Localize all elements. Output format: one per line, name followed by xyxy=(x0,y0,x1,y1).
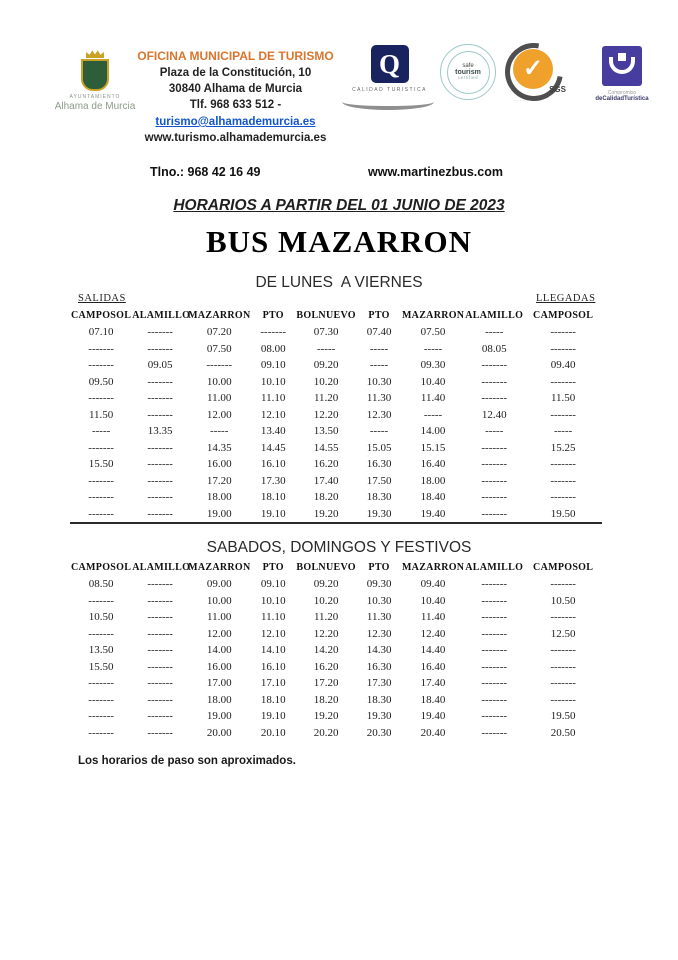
time-cell: ------- xyxy=(147,392,173,404)
calidad-turistica-badge xyxy=(342,45,437,110)
time-cell: ----- xyxy=(316,342,336,355)
time-cell: ------- xyxy=(147,408,173,421)
time-cell: 18.30 xyxy=(366,491,392,503)
time-cell: ------- xyxy=(88,491,114,503)
timetable-row xyxy=(70,593,602,610)
time-cell: ------- xyxy=(481,710,508,722)
time-cell: 07.50 xyxy=(420,326,446,338)
time-cell: 07.30 xyxy=(313,326,339,338)
time-cell: ------- xyxy=(550,611,576,623)
time-cell: 13.40 xyxy=(260,425,286,437)
timetable-row xyxy=(70,423,602,440)
time-cell: 07.40 xyxy=(366,326,392,338)
smile-dot xyxy=(618,53,626,61)
time-cell: 16.30 xyxy=(366,660,392,673)
time-cell: ------- xyxy=(550,342,576,355)
time-cell: 14.55 xyxy=(313,441,339,454)
time-cell: ----- xyxy=(485,425,504,437)
time-cell: 12.00 xyxy=(206,408,232,421)
sgs-dots: ····· xyxy=(514,98,529,104)
time-cell: ------- xyxy=(147,375,173,388)
timetable-row xyxy=(70,576,602,593)
time-cell: 17.50 xyxy=(366,474,392,487)
time-cell: 14.40 xyxy=(420,644,446,656)
time-cell: ------- xyxy=(481,578,508,590)
office-title: OFICINA MUNICIPAL DE TURISMO xyxy=(137,49,334,63)
safe-tourism-line1: safe xyxy=(462,62,474,69)
municipality-name-small: AYUNTAMIENTO xyxy=(69,94,121,100)
time-cell: ------- xyxy=(147,326,173,338)
time-cell: 09.40 xyxy=(550,359,576,371)
time-cell: 09.00 xyxy=(206,578,232,590)
time-cell: 13.50 xyxy=(313,425,339,437)
time-cell: 10.40 xyxy=(420,375,446,388)
column-header: ALAMILLO xyxy=(132,310,191,321)
time-cell: 17.40 xyxy=(420,677,446,689)
time-cell: ------- xyxy=(481,677,508,689)
timetable-row xyxy=(70,642,602,659)
time-cell: ------- xyxy=(481,644,508,656)
time-cell: 12.00 xyxy=(206,627,232,640)
time-cell: 17.30 xyxy=(260,474,286,487)
time-cell: 15.50 xyxy=(88,458,114,470)
time-cell: 14.10 xyxy=(260,644,286,656)
time-cell: ------- xyxy=(147,507,173,520)
time-cell: 09.20 xyxy=(313,578,339,590)
time-cell: 14.00 xyxy=(420,425,446,437)
time-cell: ------- xyxy=(481,660,508,673)
time-cell: ----- xyxy=(369,425,389,437)
q-quality-icon: Q xyxy=(371,45,409,83)
timetable-row xyxy=(70,692,602,709)
municipality-logo xyxy=(45,50,145,112)
time-cell: 11.00 xyxy=(207,392,232,404)
time-cell: ------- xyxy=(550,408,576,421)
time-cell: 10.40 xyxy=(420,594,446,607)
time-cell: 14.30 xyxy=(366,644,392,656)
sgs-certification-badge xyxy=(504,42,568,106)
time-cell: 11.50 xyxy=(550,392,576,404)
time-cell: 18.00 xyxy=(420,474,446,487)
time-cell: 16.20 xyxy=(313,660,339,673)
time-cell: ------- xyxy=(88,710,114,722)
time-cell: ------- xyxy=(550,578,576,590)
column-header: PTO xyxy=(262,310,284,321)
timetable-row xyxy=(70,456,602,473)
time-cell: 09.30 xyxy=(420,359,446,371)
time-cell: ------- xyxy=(147,677,173,689)
time-cell: ------- xyxy=(147,342,173,355)
time-cell: 19.00 xyxy=(206,710,232,722)
tourism-office-contact xyxy=(133,48,338,146)
time-cell: ------- xyxy=(88,474,114,487)
time-cell: 14.45 xyxy=(260,441,286,454)
compromiso-caption2: deCalidadTurística xyxy=(595,96,649,102)
time-cell: 16.20 xyxy=(313,458,339,470)
time-cell: ------- xyxy=(481,611,508,623)
time-cell: 12.30 xyxy=(366,627,392,640)
time-cell: ------- xyxy=(88,359,114,371)
time-cell: 19.40 xyxy=(420,710,446,722)
timetable-row xyxy=(70,341,602,358)
time-cell: 16.10 xyxy=(260,458,286,470)
time-cell: 13.50 xyxy=(88,644,114,656)
time-cell: ------- xyxy=(481,441,508,454)
time-cell: 11.40 xyxy=(420,392,446,404)
time-cell: ------- xyxy=(147,441,173,454)
time-cell: ----- xyxy=(485,326,504,338)
bus-company-website: www.martinezbus.com xyxy=(368,165,503,179)
time-cell: 15.05 xyxy=(366,441,392,454)
time-cell: ----- xyxy=(91,425,111,437)
time-cell: 10.30 xyxy=(366,594,392,607)
effective-date-notice: HORARIOS A PARTIR DEL 01 JUNIO DE 2023 xyxy=(173,197,505,214)
weekday-timetable xyxy=(70,310,602,524)
time-cell: 15.50 xyxy=(88,660,114,673)
timetable-row xyxy=(70,609,602,626)
time-cell: 12.30 xyxy=(366,408,392,421)
time-cell: 17.10 xyxy=(260,677,286,689)
time-cell: 18.00 xyxy=(206,491,232,503)
time-cell: 09.30 xyxy=(366,578,392,590)
time-cell: ------- xyxy=(550,644,576,656)
time-cell: ------- xyxy=(88,342,114,355)
time-cell: 19.30 xyxy=(366,507,392,520)
time-cell: ------- xyxy=(88,627,114,640)
time-cell: 09.50 xyxy=(88,375,114,388)
time-cell: ------- xyxy=(147,726,173,739)
time-cell: 16.00 xyxy=(206,660,232,673)
time-cell: 16.10 xyxy=(260,660,286,673)
time-cell: 15.15 xyxy=(420,441,446,454)
time-cell: ------- xyxy=(147,710,173,722)
time-cell: ------- xyxy=(88,507,114,520)
timetable-row xyxy=(70,725,602,742)
column-header: ALAMILLO xyxy=(465,562,524,573)
time-cell: 20.20 xyxy=(313,726,339,739)
time-cell: 12.50 xyxy=(550,627,576,640)
timetable-header-row xyxy=(70,310,602,324)
time-cell: 09.10 xyxy=(260,578,286,590)
time-cell: ------- xyxy=(481,594,508,607)
time-cell: ------- xyxy=(88,392,114,404)
column-header: MAZARRON xyxy=(188,310,251,321)
time-cell: ------- xyxy=(550,474,576,487)
time-cell: 14.00 xyxy=(206,644,232,656)
time-cell: 20.40 xyxy=(420,726,446,739)
time-cell: 19.10 xyxy=(260,507,286,520)
time-cell: ------- xyxy=(88,726,114,739)
time-cell: ----- xyxy=(369,359,389,371)
time-cell: 20.00 xyxy=(206,726,232,739)
time-cell: 18.40 xyxy=(420,693,446,706)
time-cell: ------- xyxy=(260,326,287,338)
time-cell: 09.10 xyxy=(260,359,286,371)
time-cell: 09.40 xyxy=(420,578,446,590)
time-cell: ------- xyxy=(147,594,173,607)
time-cell: 18.40 xyxy=(420,491,446,503)
column-header: MAZARRON xyxy=(401,310,465,321)
time-cell: ------- xyxy=(481,392,508,404)
time-cell: 10.00 xyxy=(206,375,232,388)
time-cell: 11.30 xyxy=(366,611,392,623)
column-header: MAZARRON xyxy=(188,562,251,573)
time-cell: 12.40 xyxy=(420,627,446,640)
time-cell: 11.40 xyxy=(420,611,446,623)
time-cell: 11.20 xyxy=(313,392,339,404)
time-cell: 10.10 xyxy=(260,375,286,388)
time-cell: 13.35 xyxy=(147,425,173,437)
column-header: ALAMILLO xyxy=(465,310,524,321)
time-cell: 16.00 xyxy=(206,458,232,470)
time-cell: 17.00 xyxy=(206,677,232,689)
time-cell: 16.40 xyxy=(420,458,446,470)
time-cell: ------- xyxy=(550,677,576,689)
column-header: PTO xyxy=(368,310,390,321)
weekend-section-heading: SABADOS, DOMINGOS Y FESTIVOS xyxy=(206,539,472,556)
time-cell: 10.20 xyxy=(313,375,339,388)
timetable-row xyxy=(70,357,602,374)
time-cell: 07.50 xyxy=(206,342,232,355)
timetable-row xyxy=(70,659,602,676)
column-header: PTO xyxy=(262,562,284,573)
compromiso-calidad-badge xyxy=(580,46,664,102)
municipality-name: Alhama de Murcia xyxy=(54,101,136,112)
time-cell: ------- xyxy=(88,677,114,689)
time-cell: ------- xyxy=(147,474,173,487)
time-cell: 19.50 xyxy=(550,507,576,520)
time-cell: 08.05 xyxy=(481,342,507,355)
time-cell: ------- xyxy=(481,627,508,640)
column-header: CAMPOSOL xyxy=(71,310,132,321)
time-cell: 12.20 xyxy=(313,627,339,640)
time-cell: 19.20 xyxy=(313,710,339,722)
time-cell: 19.40 xyxy=(420,507,446,520)
coat-of-arms-icon xyxy=(81,59,109,91)
column-header: CAMPOSOL xyxy=(71,562,132,573)
time-cell: 12.20 xyxy=(313,408,339,421)
time-cell: 11.10 xyxy=(261,611,286,623)
time-cell: ------- xyxy=(481,693,508,706)
llegadas-label: LLEGADAS xyxy=(536,293,596,304)
time-cell: ------- xyxy=(147,578,173,590)
weekend-timetable xyxy=(70,562,602,741)
time-cell: ------- xyxy=(550,326,576,338)
timetable-row xyxy=(70,473,602,490)
timetable-row xyxy=(70,675,602,692)
safe-tourism-line2: tourism xyxy=(455,69,481,77)
time-cell: 19.50 xyxy=(550,710,576,722)
time-cell: 18.20 xyxy=(313,693,339,706)
timetable-row xyxy=(70,390,602,407)
timetable-row xyxy=(70,506,602,524)
column-header: CAMPOSOL xyxy=(533,562,594,573)
column-header: BOLNUEVO xyxy=(296,562,356,573)
time-cell: ------- xyxy=(550,458,576,470)
time-cell: 09.05 xyxy=(147,359,173,371)
time-cell: ----- xyxy=(553,425,573,437)
office-phone: Tlf. 968 633 512 - xyxy=(189,99,282,111)
timetable-row xyxy=(70,489,602,506)
timetable-row xyxy=(70,708,602,725)
time-cell: 20.30 xyxy=(366,726,392,739)
time-cell: 16.40 xyxy=(420,660,446,673)
time-cell: 12.10 xyxy=(260,408,286,421)
time-cell: ----- xyxy=(210,425,229,437)
column-header: BOLNUEVO xyxy=(296,310,356,321)
time-cell: 18.10 xyxy=(260,491,286,503)
time-cell: 11.10 xyxy=(261,392,286,404)
time-cell: ------- xyxy=(481,491,508,503)
time-cell: ------- xyxy=(147,693,173,706)
time-cell: 17.40 xyxy=(313,474,339,487)
time-cell: ------- xyxy=(147,627,173,640)
timetable-row xyxy=(70,626,602,643)
column-header: MAZARRON xyxy=(401,562,465,573)
time-cell: 16.30 xyxy=(366,458,392,470)
timetable-row xyxy=(70,440,602,457)
checkmark-icon: ✓ xyxy=(513,49,553,89)
column-header: PTO xyxy=(368,562,390,573)
time-cell: 07.20 xyxy=(206,326,232,338)
safe-tourism-line3: certified xyxy=(457,75,479,81)
time-cell: 19.30 xyxy=(366,710,392,722)
time-cell: 20.50 xyxy=(550,726,576,739)
time-cell: 19.00 xyxy=(206,507,232,520)
weekday-section-heading: DE LUNES A VIERNES xyxy=(255,274,423,291)
time-cell: 18.20 xyxy=(313,491,339,503)
time-cell: 14.35 xyxy=(206,441,232,454)
time-cell: 17.20 xyxy=(313,677,339,689)
office-address-line1: Plaza de la Constitución, 10 xyxy=(159,67,312,79)
time-cell: 07.10 xyxy=(88,326,114,338)
time-cell: 10.00 xyxy=(206,594,232,607)
office-email-link[interactable]: turismo@alhamademurcia.es xyxy=(155,116,316,128)
page-title: BUS MAZARRON xyxy=(205,224,473,259)
time-cell: ------- xyxy=(147,491,173,503)
time-cell: 11.20 xyxy=(313,611,339,623)
time-cell: ------- xyxy=(481,507,508,520)
time-cell: ----- xyxy=(369,342,389,355)
time-cell: 18.30 xyxy=(366,693,392,706)
time-cell: ------- xyxy=(88,693,114,706)
approximate-times-footnote: Los horarios de paso son aproximados. xyxy=(78,755,296,767)
time-cell: ------- xyxy=(147,458,173,470)
time-cell: 11.30 xyxy=(366,392,392,404)
bus-phone-number: Tlno.: 968 42 16 49 xyxy=(150,165,261,179)
time-cell: 19.10 xyxy=(260,710,286,722)
crown-icon xyxy=(86,50,104,58)
office-address-line2: 30840 Alhama de Murcia xyxy=(168,83,303,95)
safe-tourism-ring-icon xyxy=(440,44,496,100)
time-cell: ------- xyxy=(206,359,233,371)
timetable-row xyxy=(70,407,602,424)
time-cell: ------- xyxy=(147,660,173,673)
time-cell: 08.50 xyxy=(88,578,114,590)
office-website: www.turismo.alhamademurcia.es xyxy=(144,132,327,144)
time-cell: 11.00 xyxy=(207,611,232,623)
time-cell: 10.50 xyxy=(88,611,114,623)
time-cell: ------- xyxy=(550,660,576,673)
time-cell: 20.10 xyxy=(260,726,286,739)
time-cell: 11.50 xyxy=(88,408,114,421)
time-cell: ----- xyxy=(423,408,443,421)
time-cell: 12.40 xyxy=(481,408,507,421)
time-cell: 18.00 xyxy=(206,693,232,706)
time-cell: ------- xyxy=(481,474,508,487)
time-cell: ------- xyxy=(550,375,576,388)
safe-tourism-badge xyxy=(438,44,498,100)
time-cell: ------- xyxy=(88,594,114,607)
time-cell: ------- xyxy=(481,359,508,371)
time-cell: 10.30 xyxy=(366,375,392,388)
time-cell: ------- xyxy=(481,726,508,739)
time-cell: 10.50 xyxy=(550,594,576,607)
swoosh-icon xyxy=(342,94,434,110)
time-cell: 14.20 xyxy=(313,644,339,656)
time-cell: 09.20 xyxy=(313,359,339,371)
time-cell: ------- xyxy=(481,375,508,388)
time-cell: ------- xyxy=(147,611,173,623)
sgs-label: SGS xyxy=(549,85,566,94)
time-cell: 17.20 xyxy=(206,474,232,487)
time-cell: 10.10 xyxy=(260,594,286,607)
time-cell: 18.10 xyxy=(260,693,286,706)
compromiso-icon xyxy=(602,46,642,86)
time-cell: 17.30 xyxy=(366,677,392,689)
time-cell: ------- xyxy=(550,693,576,706)
time-cell: ------- xyxy=(147,644,173,656)
salidas-label: SALIDAS xyxy=(78,293,126,304)
time-cell: 19.20 xyxy=(313,507,339,520)
timetable-header-row xyxy=(70,562,602,576)
time-cell: ------- xyxy=(550,491,576,503)
time-cell: 12.10 xyxy=(260,627,286,640)
column-header: CAMPOSOL xyxy=(533,310,594,321)
compromiso-caption1: Compromiso xyxy=(607,90,637,96)
time-cell: ----- xyxy=(423,342,443,355)
time-cell: ------- xyxy=(481,458,508,470)
timetable-row xyxy=(70,324,602,341)
q-caption: CALIDAD TURISTICA xyxy=(352,87,427,93)
time-cell: ------- xyxy=(88,441,114,454)
timetable-row xyxy=(70,374,602,391)
time-cell: 08.00 xyxy=(260,342,286,355)
time-cell: 15.25 xyxy=(550,441,576,454)
time-cell: 10.20 xyxy=(313,594,339,607)
column-header: ALAMILLO xyxy=(132,562,191,573)
